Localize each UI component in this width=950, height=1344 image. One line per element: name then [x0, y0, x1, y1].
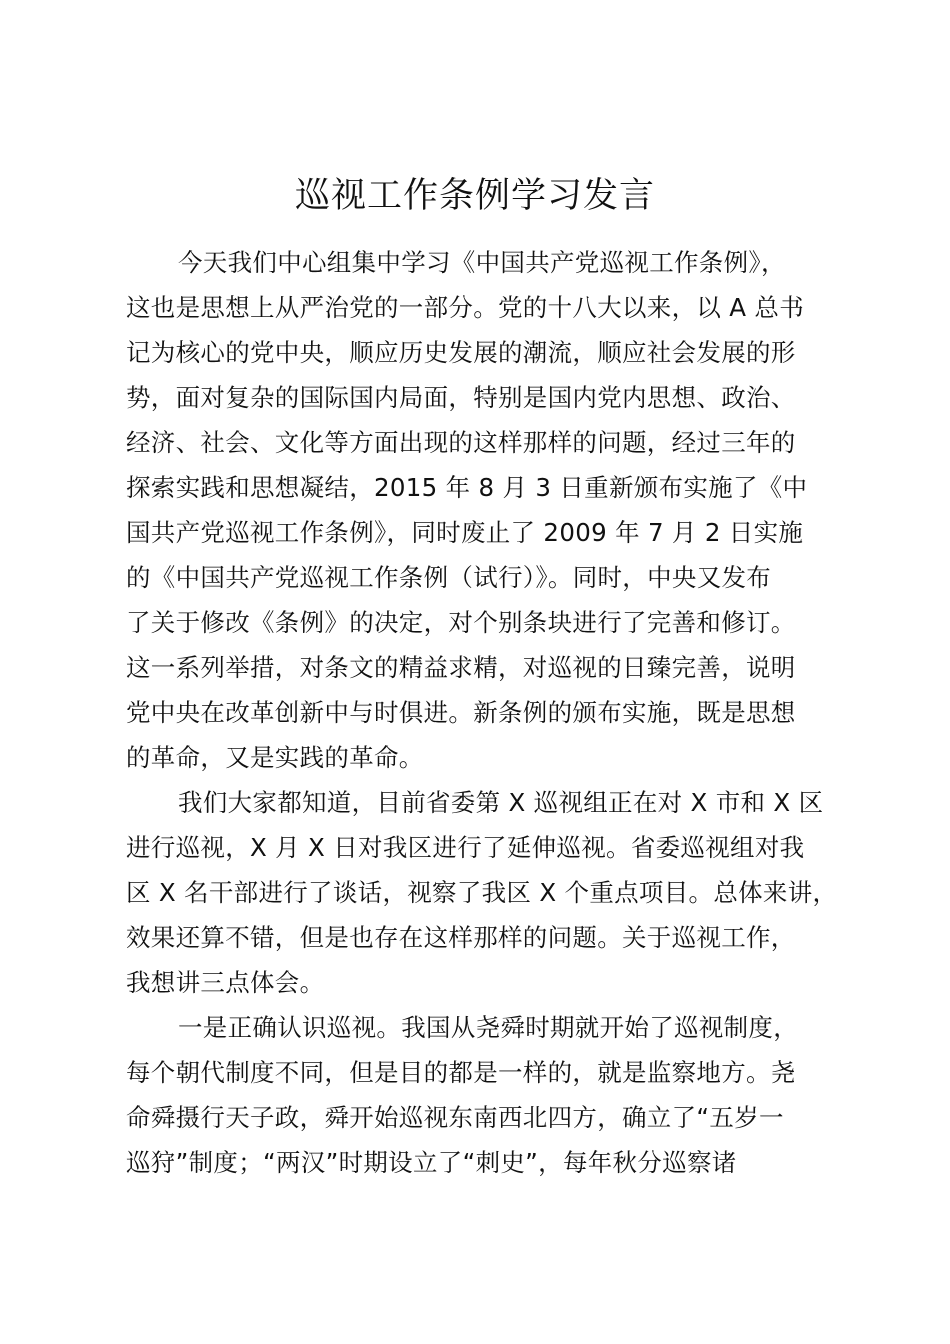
text-line: 这也是思想上从严治党的一部分。党的十八大以来，以 A 总书 [126, 293, 805, 322]
text-line: 我想讲三点体会。 [126, 968, 325, 997]
text-line: 了关于修改《条例》的决定，对个别条块进行了完善和修订。 [126, 608, 796, 637]
text-line: 区 X 名干部进行了谈话，视察了我区 X 个重点项目。总体来讲， [126, 878, 838, 907]
text-line: 效果还算不错，但是也存在这样那样的问题。关于巡视工作， [126, 923, 796, 952]
document-title: 巡视工作条例学习发言 [294, 176, 655, 216]
text-line: 进行巡视，X 月 X 日对我区进行了延伸巡视。省委巡视组对我 [126, 833, 805, 862]
text-line: 一是正确认识巡视。我国从尧舜时期就开始了巡视制度， [178, 1013, 798, 1042]
text-line: 的革命，又是实践的革命。 [126, 743, 424, 772]
text-line: 每个朝代制度不同，但是目的都是一样的，就是监察地方。尧 [126, 1058, 796, 1087]
paragraph-2 [126, 780, 846, 1005]
text-line: 记为核心的党中央，顺应历史发展的潮流，顺应社会发展的形 [126, 338, 796, 367]
text-line: 探索实践和思想凝结，2015 年 8 月 3 日重新颁布实施了《中 [126, 473, 808, 502]
document-body [126, 240, 846, 1185]
text-line: 命舜摄行天子政，舜开始巡视东南西北四方，确立了“五岁一 [126, 1103, 784, 1132]
text-line: 党中央在改革创新中与时俱进。新条例的颁布实施，既是思想 [126, 698, 796, 727]
text-line: 国共产党巡视工作条例》，同时废止了 2009 年 7 月 2 日实施 [126, 518, 804, 547]
paragraph-1 [126, 240, 846, 780]
paragraph-3 [126, 1005, 846, 1185]
text-line: 今天我们中心组集中学习《中国共产党巡视工作条例》， [178, 248, 786, 277]
text-line: 经济、社会、文化等方面出现的这样那样的问题，经过三年的 [126, 428, 796, 457]
text-line: 我们大家都知道，目前省委第 X 巡视组正在对 X 市和 X 区 [178, 788, 824, 817]
text-line: 势，面对复杂的国际国内局面，特别是国内党内思想、政治、 [126, 383, 796, 412]
text-line: 的《中国共产党巡视工作条例（试行）》。同时，中央又发布 [126, 563, 772, 592]
text-line: 巡狩”制度；“两汉”时期设立了“刺史”，每年秋分巡察诸 [126, 1148, 737, 1177]
text-line: 这一系列举措，对条文的精益求精，对巡视的日臻完善，说明 [126, 653, 796, 682]
